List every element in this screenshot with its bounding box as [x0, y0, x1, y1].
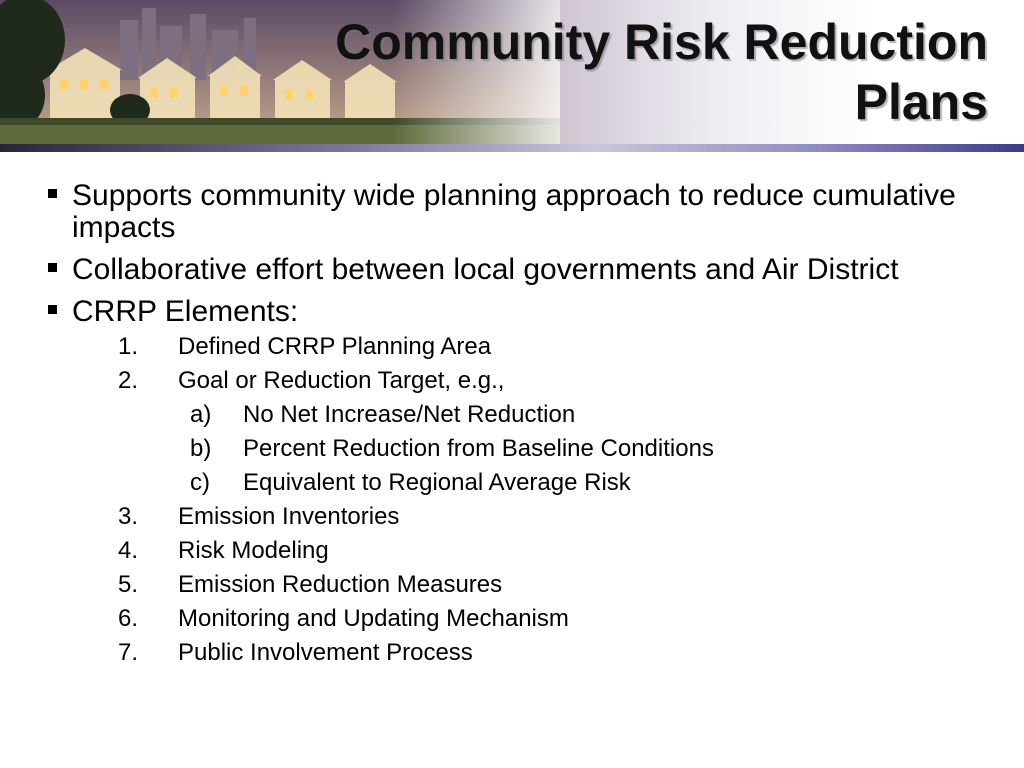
slide-body [48, 180, 988, 674]
title-line-2: Plans [854, 74, 988, 130]
header-banner [0, 0, 1024, 145]
item-text: Percent Reduction from Baseline Conditions [243, 435, 714, 462]
item-number: 5. [118, 571, 139, 598]
numbered-item [48, 504, 988, 530]
square-bullet-icon [48, 189, 57, 198]
numbered-item [48, 368, 988, 394]
square-bullet-icon [48, 305, 57, 314]
bullet-item [48, 296, 988, 328]
bullet-text: Collaborative effort between local governments and Air District [72, 253, 899, 286]
item-number: 6. [118, 605, 139, 632]
numbered-item [48, 606, 988, 632]
item-text: Emission Reduction Measures [178, 571, 503, 598]
numbered-item [48, 572, 988, 598]
title-line-1: Community Risk Reduction [335, 14, 988, 70]
item-letter: b) [190, 435, 212, 462]
bullet-text: Supports community wide planning approach to reduce cumulative impacts [72, 179, 956, 244]
item-letter: a) [190, 401, 212, 428]
item-text: Defined CRRP Planning Area [178, 333, 492, 360]
item-number: 2. [118, 367, 139, 394]
item-text: Equivalent to Regional Average Risk [243, 469, 631, 496]
item-number: 7. [118, 639, 139, 666]
bullet-item [48, 180, 988, 244]
numbered-item [48, 538, 988, 564]
item-number: 4. [118, 537, 139, 564]
numbered-item [48, 640, 988, 666]
item-text: Monitoring and Updating Mechanism [178, 605, 569, 632]
item-text: Emission Inventories [178, 503, 400, 530]
slide-title [335, 12, 988, 132]
item-letter: c) [190, 469, 210, 496]
lettered-item [48, 470, 988, 496]
item-text: Risk Modeling [178, 537, 329, 564]
square-bullet-icon [48, 263, 57, 272]
bullet-item [48, 254, 988, 286]
bullet-text: CRRP Elements: [72, 295, 299, 328]
numbered-item [48, 334, 988, 360]
item-number: 1. [118, 333, 139, 360]
item-text: No Net Increase/Net Reduction [243, 401, 576, 428]
item-number: 3. [118, 503, 139, 530]
lettered-item [48, 402, 988, 428]
lettered-item [48, 436, 988, 462]
item-text: Public Involvement Process [178, 639, 473, 666]
item-text: Goal or Reduction Target, e.g., [178, 367, 505, 394]
title-divider [0, 144, 1024, 152]
